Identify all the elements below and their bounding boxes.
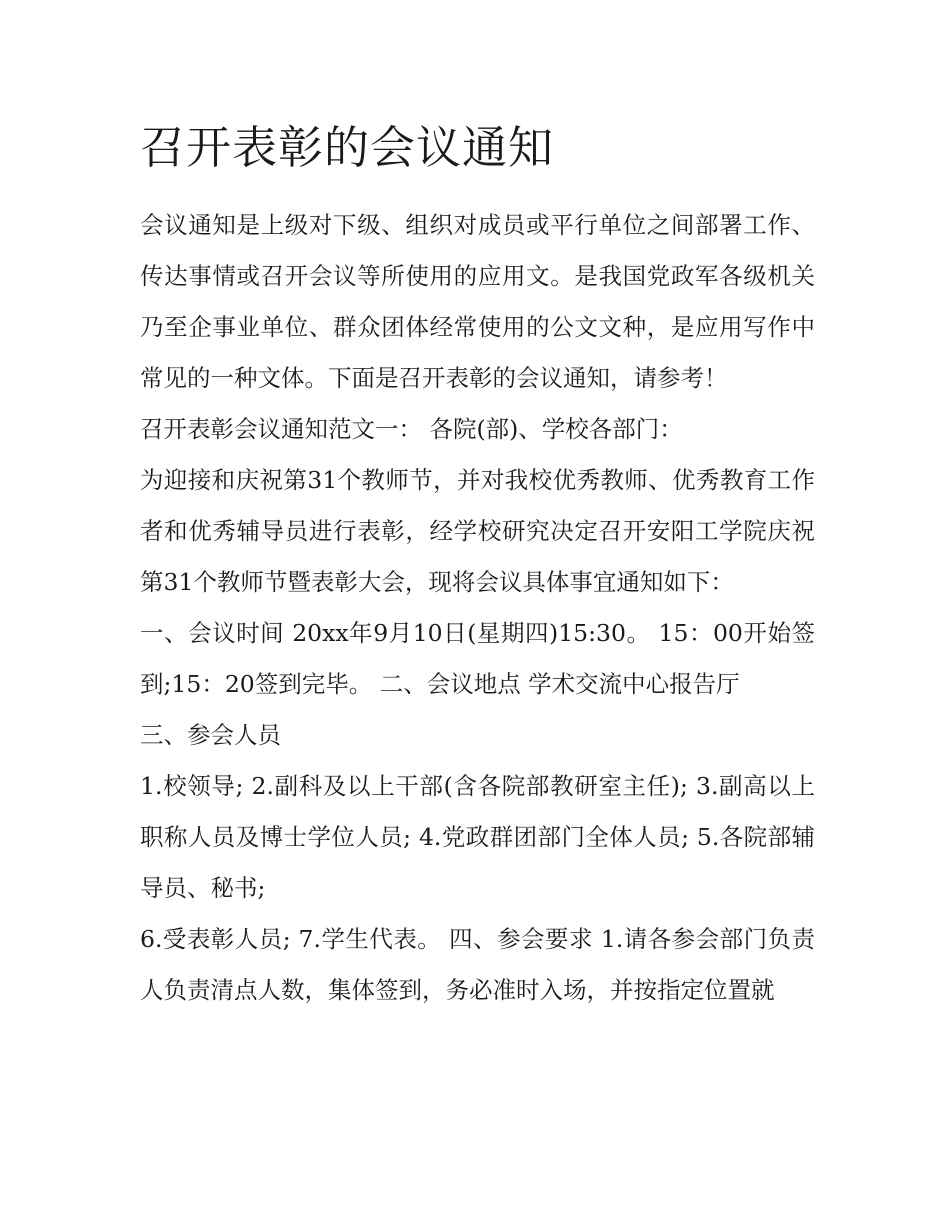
document-content [140, 118, 815, 1016]
paragraph-attendees-heading: 三、参会人员 [140, 721, 281, 749]
paragraph-sample-heading: 召开表彰会议通知范文一： 各院(部)、学校各部门： [140, 415, 683, 443]
document-body [140, 200, 815, 1016]
paragraph-purpose: 为迎接和庆祝第31个教师节，并对我校优秀教师、优秀教育工作者和优秀辅导员进行表彰，经学校研究决定召开安阳工学院庆祝第31个教师节暨表彰大会，现将会议具体事宜通知如下： [140, 466, 815, 596]
paragraph-requirements: 6.受表彰人员; 7.学生代表。 四、参会要求 1.请各参会部门负责人负责清点人数，集体签到，务必准时入场，并按指定位置就 [140, 925, 815, 1004]
paragraph-attendees-list: 1.校领导; 2.副科及以上干部(含各院部教研室主任); 3.副高以上职称人员及博士学位人员; 4.党政群团部门全体人员; 5.各院部辅导员、秘书; [140, 772, 815, 902]
document-title: 召开表彰的会议通知 [140, 121, 555, 174]
paragraph-intro: 会议通知是上级对下级、组织对成员或平行单位之间部署工作、传达事情或召开会议等所使用的应用文。是我国党政军各级机关乃至企事业单位、群众团体经常使用的公文文种，是应用写作中常见的一种文体。下面是召开表彰的会议通知，请参考！ [140, 211, 815, 392]
paragraph-time-location: 一、会议时间 20xx年9月10日(星期四)15:30。 15：00开始签到;15：20签到完毕。 二、会议地点 学术交流中心报告厅 [140, 619, 815, 698]
